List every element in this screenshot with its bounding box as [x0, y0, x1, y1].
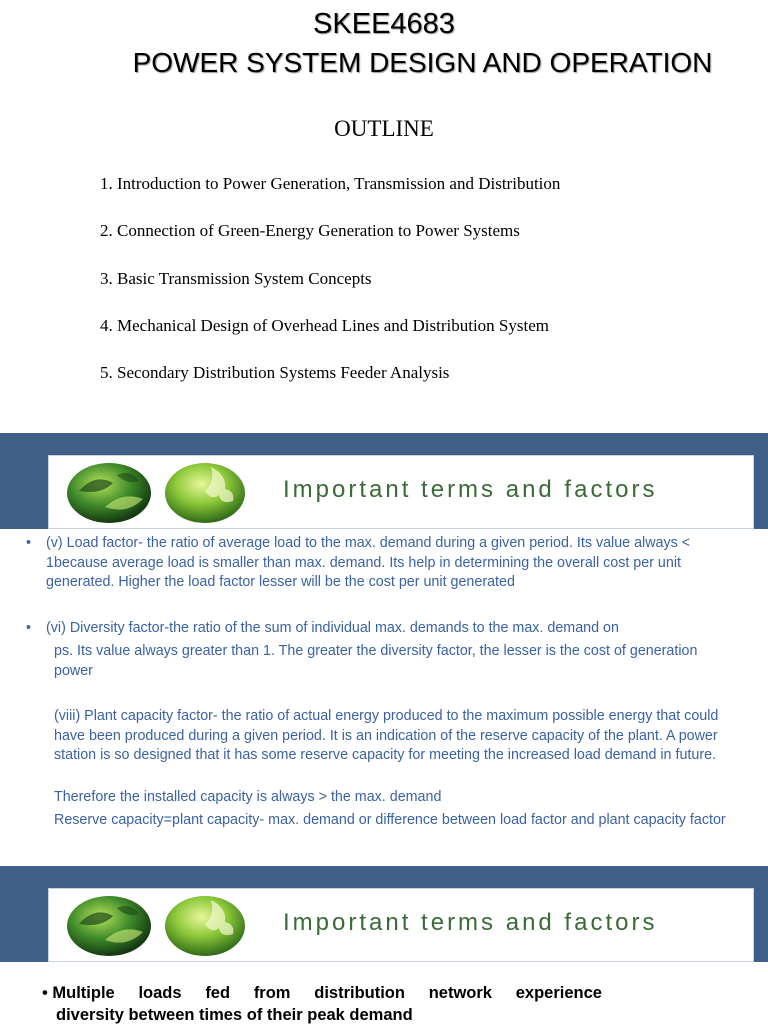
green-puzzle-sphere-icon — [161, 894, 249, 958]
banner-title: Important terms and factors — [283, 909, 658, 936]
slide-header-band — [0, 433, 768, 529]
outline-heading: OUTLINE — [334, 116, 434, 141]
diversity-factor-continuation: ps. Its value always greater than 1. The greater the diversity factor, the lesser is the cost of generation power — [54, 643, 698, 679]
reserve-capacity-text: Reserve capacity=plant capacity- max. demand or difference between load factor and plant capacity factor — [54, 812, 726, 828]
outline-list — [100, 172, 560, 408]
multiple-loads-bullet — [42, 982, 602, 1026]
bullet-load-factor — [26, 534, 746, 593]
bullet-diversity-factor — [26, 619, 746, 639]
bullet-dot: • — [26, 535, 32, 551]
bullet-dot: • — [26, 620, 32, 636]
green-puzzle-sphere-icon — [161, 461, 249, 525]
diversity-slide-body — [0, 962, 768, 1024]
bullet-line-1 — [42, 982, 602, 1004]
installed-capacity-text: Therefore the installed capacity is always > the max. demand — [54, 789, 442, 805]
slide-banner — [48, 455, 754, 529]
bullet-word: • Multiple — [42, 984, 115, 1002]
course-title: POWER SYSTEM DESIGN AND OPERATION — [132, 47, 713, 78]
bullet-word: experience — [515, 984, 602, 1002]
bullet-word: from — [253, 984, 291, 1002]
outline-item: 4. Mechanical Design of Overhead Lines and Distribution System — [100, 315, 549, 335]
outline-item: 2. Connection of Green-Energy Generation to Power Systems — [100, 221, 520, 241]
bullet-line-2: diversity between times of their peak demand — [56, 1006, 413, 1024]
banner-title: Important terms and factors — [283, 476, 658, 503]
green-leaf-sphere-icon — [65, 461, 153, 525]
bullet-word: network — [428, 984, 492, 1002]
outline-item: 1. Introduction to Power Generation, Transmission and Distribution — [100, 174, 561, 193]
course-code: SKEE4683 — [313, 8, 455, 40]
outline-item: 3. Basic Transmission System Concepts — [100, 268, 372, 288]
plant-capacity-factor-text: (viii) Plant capacity factor- the ratio of actual energy produced to the maximum possible energy that could have been produced during a given period. It is an indication of the reserve capacity of the plant. A power station is so designed that it has some reserve capacity for meeting the increased load demand in future. — [54, 708, 719, 763]
bullet-word: loads — [138, 984, 182, 1002]
slide-banner — [48, 888, 754, 962]
bullet-word: distribution — [314, 984, 405, 1002]
diversity-factor-text: (vi) Diversity factor-the ratio of the sum of individual max. demands to the max. demand on — [46, 620, 619, 636]
bullet-word: fed — [205, 984, 231, 1002]
green-leaf-sphere-icon — [65, 894, 153, 958]
terms-slide-body — [0, 529, 768, 866]
outline-item: 5. Secondary Distribution Systems Feeder Analysis — [100, 363, 450, 383]
slide-header-band — [0, 866, 768, 962]
load-factor-text: (v) Load factor- the ratio of average load to the max. demand during a given period. Its value always < 1because average load is smaller than max. demand. Its help in determining the overall cost per unit generated. Higher the load factor lesser will be the cost per unit generated — [46, 535, 691, 590]
outline-slide — [0, 0, 768, 433]
